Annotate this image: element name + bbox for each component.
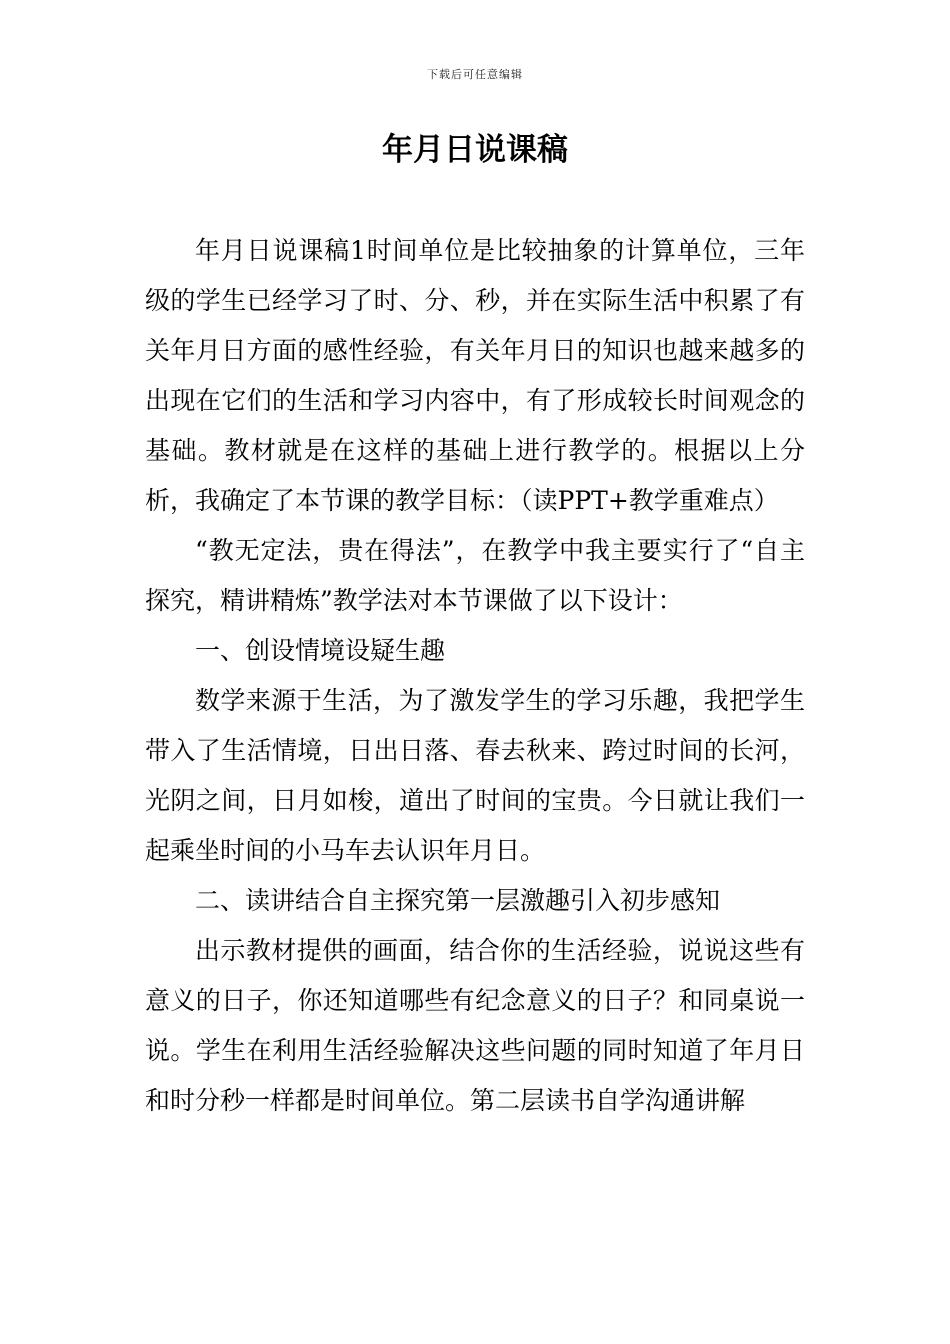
header-note: 下载后可任意编辑: [427, 68, 523, 81]
section-heading-2: 二、读讲结合自主探究第一层激趣引入初步感知: [195, 886, 721, 915]
document-title: 年月日说课稿: [382, 132, 568, 168]
paragraph-section-1: 数学来源于生活，为了激发学生的学习乐趣，我把学生带入了生活情境，日出日落、春去秋来、跨过时间的长河，光阴之间，日月如梭，道出了时间的宝贵。今日就让我们一起乘坐时间的小马车去认识年月日。: [145, 686, 805, 865]
paragraph-method: “教无定法，贵在得法”，在教学中我主要实行了“自主探究，精讲精炼”教学法对本节课做了以下设计：: [145, 536, 805, 615]
paragraph-intro: 年月日说课稿1时间单位是比较抽象的计算单位，三年级的学生已经学习了时、分、秒，并在实际生活中积累了有关年月日方面的感性经验，有关年月日的知识也越来越多的出现在它们的生活和学习内容中，有了形成较长时间观念的基础。教材就是在这样的基础上进行教学的。根据以上分析，我确定了本节课的教学目标：（读PPT+教学重难点）: [145, 236, 805, 515]
document-body: [145, 226, 805, 1126]
section-heading-1: 一、创设情境设疑生趣: [195, 636, 446, 665]
paragraph-section-2: 出示教材提供的画面，结合你的生活经验，说说这些有意义的日子，你还知道哪些有纪念意义的日子？和同桌说一说。学生在利用生活经验解决这些问题的同时知道了年月日和时分秒一样都是时间单位。第二层读书自学沟通讲解: [145, 936, 805, 1115]
